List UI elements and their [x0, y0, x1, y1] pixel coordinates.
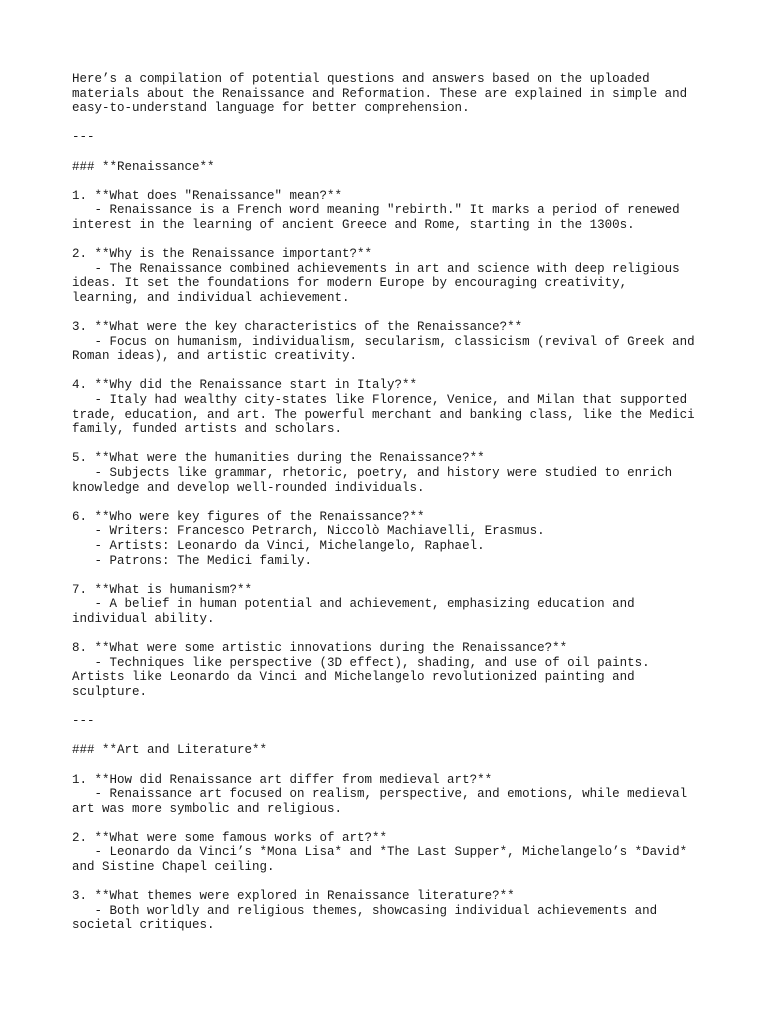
text-line: knowledge and develop well-rounded individuals.	[72, 480, 425, 495]
question-line: 3. **What themes were explored in Renaissance literature?**	[72, 889, 515, 904]
text-line: ideas. It set the foundations for modern Europe by encouraging creativity,	[72, 276, 628, 291]
blank-line	[72, 145, 712, 160]
answer-line: - Leonardo da Vinci’s *Mona Lisa* and *The Last Supper*, Michelangelo’s *David*	[72, 845, 688, 860]
text-line: materials about the Renaissance and Reformation. These are explained in simple and	[72, 86, 688, 101]
question-line: 2. **What were some famous works of art?**	[72, 830, 388, 845]
text-line: learning, and individual achievement.	[72, 290, 350, 305]
question-line: 7. **What is humanism?**	[72, 582, 253, 597]
question-line: 8. **What were some artistic innovations during the Renaissance?**	[72, 641, 568, 656]
blank-line	[72, 568, 712, 583]
blank-line	[72, 700, 712, 715]
text-line: art was more symbolic and religious.	[72, 801, 343, 816]
text-line: family, funded artists and scholars.	[72, 422, 343, 437]
question-line: 1. **What does "Renaissance" mean?**	[72, 188, 343, 203]
blank-line	[72, 437, 712, 452]
answer-line: - Italy had wealthy city-states like Florence, Venice, and Milan that supported	[72, 393, 688, 408]
text-line: individual ability.	[72, 611, 215, 626]
blank-line	[72, 495, 712, 510]
horizontal-rule: ---	[72, 714, 95, 729]
question-line: 3. **What were the key characteristics of the Renaissance?**	[72, 320, 523, 335]
section-heading: ### **Art and Literature**	[72, 743, 268, 758]
question-line: 5. **What were the humanities during the Renaissance?**	[72, 451, 485, 466]
text-line: sculpture.	[72, 684, 148, 699]
answer-line: - A belief in human potential and achievement, emphasizing education and	[72, 597, 635, 612]
text-line: easy-to-understand language for better comprehension.	[72, 101, 470, 116]
blank-line	[72, 875, 712, 890]
answer-line: - Artists: Leonardo da Vinci, Michelangelo, Raphael.	[72, 539, 485, 553]
blank-line	[72, 627, 712, 642]
answer-line: - Renaissance art focused on realism, perspective, and emotions, while medieval	[72, 787, 688, 802]
answer-line: - Writers: Francesco Petrarch, Niccolò Machiavelli, Erasmus.	[72, 524, 545, 539]
text-line: societal critiques.	[72, 918, 215, 933]
blank-line	[72, 174, 712, 189]
answer-line: - Techniques like perspective (3D effect), shading, and use of oil paints.	[72, 655, 650, 670]
blank-line	[72, 116, 712, 131]
text-line: Here’s a compilation of potential questions and answers based on the uploaded	[72, 72, 650, 86]
answer-line: - The Renaissance combined achievements in art and science with deep religious	[72, 261, 680, 276]
blank-line	[72, 816, 712, 831]
question-line: 6. **Who were key figures of the Renaissance?**	[72, 509, 425, 524]
answer-line: - Both worldly and religious themes, showcasing individual achievements and	[72, 903, 658, 918]
blank-line	[72, 233, 712, 248]
text-line: trade, education, and art. The powerful merchant and banking class, like the Medici	[72, 407, 695, 422]
text-line: Roman ideas), and artistic creativity.	[72, 349, 358, 364]
text-line: interest in the learning of ancient Greece and Rome, starting in the 1300s.	[72, 217, 635, 232]
question-line: 1. **How did Renaissance art differ from medieval art?**	[72, 772, 493, 787]
document-page	[72, 72, 712, 933]
question-line: 4. **Why did the Renaissance start in Italy?**	[72, 378, 418, 393]
answer-line: - Renaissance is a French word meaning "rebirth." It marks a period of renewed	[72, 203, 680, 218]
answer-line: - Focus on humanism, individualism, secularism, classicism (revival of Greek and	[72, 334, 695, 349]
blank-line	[72, 758, 712, 773]
text-line: and Sistine Chapel ceiling.	[72, 860, 275, 875]
blank-line	[72, 306, 712, 321]
blank-line	[72, 364, 712, 379]
question-line: 2. **Why is the Renaissance important?**	[72, 247, 373, 262]
section-heading: ### **Renaissance**	[72, 159, 215, 174]
text-line: Artists like Leonardo da Vinci and Michelangelo revolutionized painting and	[72, 670, 635, 685]
horizontal-rule: ---	[72, 130, 95, 145]
answer-line: - Subjects like grammar, rhetoric, poetry, and history were studied to enrich	[72, 466, 673, 481]
answer-line: - Patrons: The Medici family.	[72, 553, 313, 568]
blank-line	[72, 729, 712, 744]
